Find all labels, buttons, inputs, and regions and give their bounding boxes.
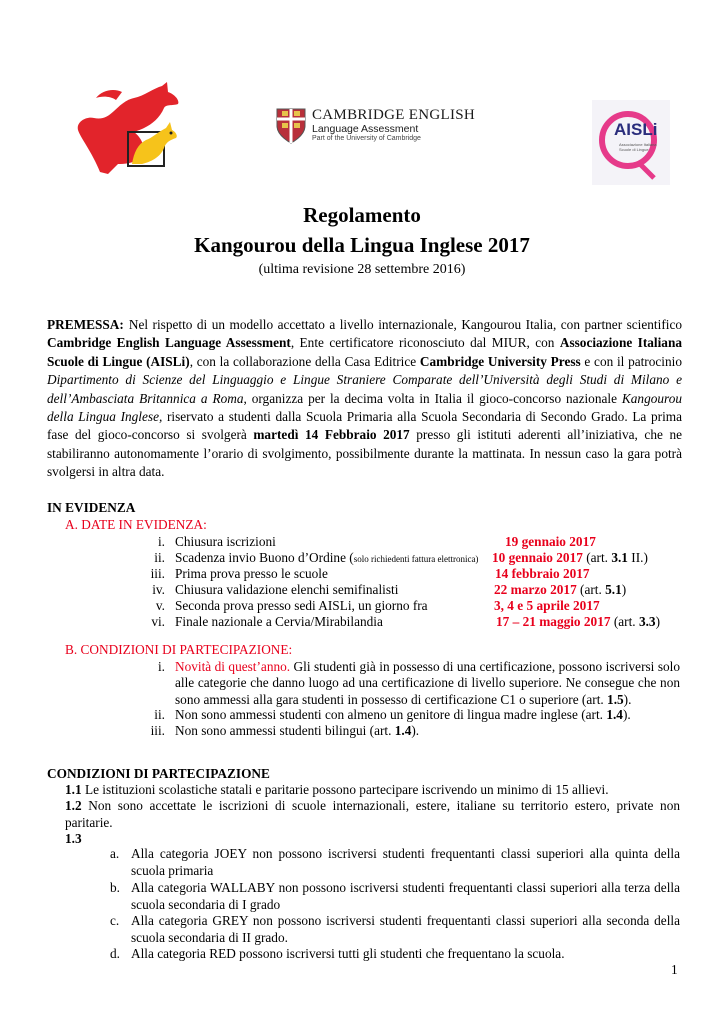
aisli-logo [592, 100, 670, 185]
date-number: vi. [151, 614, 165, 629]
date-value: 10 gennaio 2017 [492, 550, 583, 565]
date-value: 17 – 21 maggio 2017 [496, 614, 611, 629]
date-value: 14 febbraio 2017 [495, 566, 590, 581]
page-title: Regolamento [303, 203, 421, 227]
revision-note: (ultima revisione 28 settembre 2016) [258, 262, 466, 277]
section-heading-evidenza: IN EVIDENZA [47, 500, 136, 515]
date-label: Finale nazionale a Cervia/Mirabilandia [175, 614, 383, 629]
cambridge-logo-subtitle: Language Assessment [312, 123, 419, 135]
date-number: iv. [152, 582, 165, 597]
condition-item: Non sono ammessi studenti con almeno un genitore di lingua madre inglese (art. 1.4). [175, 707, 631, 722]
article-ref: 5.1 [605, 582, 622, 597]
date-note: solo richiedenti fattura elettronica) [353, 554, 479, 564]
clause-number: 1.1 [65, 782, 82, 797]
date-value-row: 22 marzo 2017 (art. 5.1) [494, 582, 627, 597]
condition-item: Non sono ammessi studenti bilingui (art. 1.4). [175, 723, 420, 738]
article-ref: 1.4 [606, 707, 623, 722]
aisli-logo-caption: Associazione Italiana Scuole di Lingue [619, 142, 657, 152]
premessa-bold: Cambridge English Language Assessment [47, 335, 291, 351]
section-heading-condizioni: CONDIZIONI DI PARTECIPAZIONE [47, 766, 270, 781]
category-letter: c. [110, 913, 120, 928]
premessa-text: , con la collaborazione della Casa Editrice [189, 353, 420, 369]
premessa-text: Nel rispetto di un modello accettato a livello internazionale, Kangourou Italia, con partner scientifico [128, 317, 682, 332]
subsection-heading-date: A. DATE IN EVIDENZA: [65, 517, 207, 532]
date-number: v. [155, 598, 165, 613]
clause-number: 1.2 [65, 798, 82, 813]
cambridge-logo-tagline: Part of the University of Cambridge [312, 135, 421, 142]
category-rule: Alla categoria RED possono iscriversi tutti gli studenti che frequentano la scuola. [131, 946, 565, 961]
clause-number: 1.3 [65, 831, 82, 846]
premessa-text: riservato a studenti dalla Scuola Primaria alla Scuola Secondaria di Secondo Grado. La prima fase del gioco-concorso si svolgerà [47, 409, 683, 443]
article-ref: 1.4 [394, 723, 412, 738]
premessa-bold: martedì 14 Febbraio 2017 [253, 427, 410, 443]
date-label: Seconda prova presso sedi AISLi, un giorno fra [175, 598, 428, 613]
premessa-text: , organizza per la decima volta in Italia il gioco-concorso nazionale [243, 390, 622, 406]
article-ref: 3.3 [638, 614, 656, 629]
premessa-bold: Cambridge University Press [419, 353, 581, 369]
date-value-row: 10 gennaio 2017 (art. 3.1 II.) [492, 550, 648, 565]
date-number: ii. [154, 550, 165, 565]
page-number: 1 [671, 962, 678, 977]
date-value-row: 17 – 21 maggio 2017 (art. 3.3) [496, 614, 660, 629]
date-value: 19 gennaio 2017 [505, 534, 596, 549]
date-value: 22 marzo 2017 [494, 582, 577, 597]
category-letter: d. [110, 946, 120, 961]
date-value: 3, 4 e 5 aprile 2017 [494, 598, 600, 613]
new-rule-label: Novità di quest’anno. [175, 659, 291, 674]
category-rule: Alla categoria JOEY non possono iscriversi studenti frequentanti classi superiori alla quinta della scuola primaria [131, 846, 680, 878]
condition-item: Novità di quest’anno. Gli studenti già in possesso di una certificazione, possono iscriversi solo alle categorie che danno luogo ad una certificazione di livello superiore. Ne consegue che non sono ammessi alla gara studenti in possesso di certificazione C1 o superiore (art. 1.5). [175, 659, 680, 707]
subsection-heading-condizioni: B. CONDIZIONI DI PARTECIPAZIONE: [65, 642, 293, 657]
date-number: iii. [150, 566, 165, 581]
page-subtitle: Kangourou della Lingua Inglese 2017 [194, 233, 530, 257]
kangourou-logo [72, 82, 187, 182]
cambridge-logo-title: CAMBRIDGE ENGLISH [312, 107, 476, 123]
premessa-text: , Ente certificatore riconosciuto dal MIUR, con [290, 335, 560, 351]
clause-1-1: 1.1 Le istituzioni scolastiche statali e paritarie possono partecipare iscrivendo un minimo di 15 allievi. [65, 782, 609, 797]
date-label: Chiusura iscrizioni [175, 534, 276, 549]
date-number: i. [157, 534, 165, 549]
cambridge-shield-icon [276, 108, 306, 144]
clause-1-2: 1.2 Non sono accettate le iscrizioni di scuole internazionali, estere, italiane su territorio estero, private non paritarie. [65, 798, 680, 830]
category-rule: Alla categoria WALLABY non possono iscriversi studenti frequentanti classi superiori alla terza della scuola secondaria di I grado [131, 880, 680, 912]
date-label: Scadenza invio Buono d’Ordine (solo richiedenti fattura elettronica) [175, 550, 479, 565]
premessa-paragraph [47, 316, 682, 482]
condition-number: ii. [154, 707, 165, 722]
date-label: Chiusura validazione elenchi semifinalisti [175, 582, 399, 597]
date-label: Prima prova presso le scuole [175, 566, 328, 581]
condition-number: i. [157, 659, 165, 674]
premessa-label: PREMESSA: [47, 317, 124, 332]
aisli-logo-text: AISLi [614, 120, 658, 139]
premessa-text: presso gli istituti aderenti all’iniziativa, che ne stabiliranno autonomamente l’orario di svolgimento, possibilmente durante la mattinata. In nessun caso la gara potrà svolgersi in altra data. [47, 427, 682, 480]
premessa-text: e con il patrocinio [580, 353, 682, 369]
premessa-italic: Dipartimento di Scienze del Linguaggio e Lingue Straniere Comparate dell’Università degli Studi di Milano e dell’Ambasciata Britannica a Roma [47, 372, 682, 406]
category-letter: b. [110, 880, 120, 895]
category-letter: a. [110, 846, 120, 861]
premessa-italic: Kangourou della Lingua Inglese, [47, 390, 682, 425]
condition-number: iii. [150, 723, 165, 738]
premessa-bold: Associazione Italiana Scuole di Lingue (AISLi) [47, 335, 682, 369]
cambridge-english-logo [276, 106, 486, 148]
article-ref: 1.5 [607, 691, 624, 707]
category-rule: Alla categoria GREY non possono iscriversi studenti frequentanti classi superiori alla seconda della scuola secondaria di II grado. [131, 913, 680, 945]
article-ref: 3.1 [611, 550, 628, 565]
